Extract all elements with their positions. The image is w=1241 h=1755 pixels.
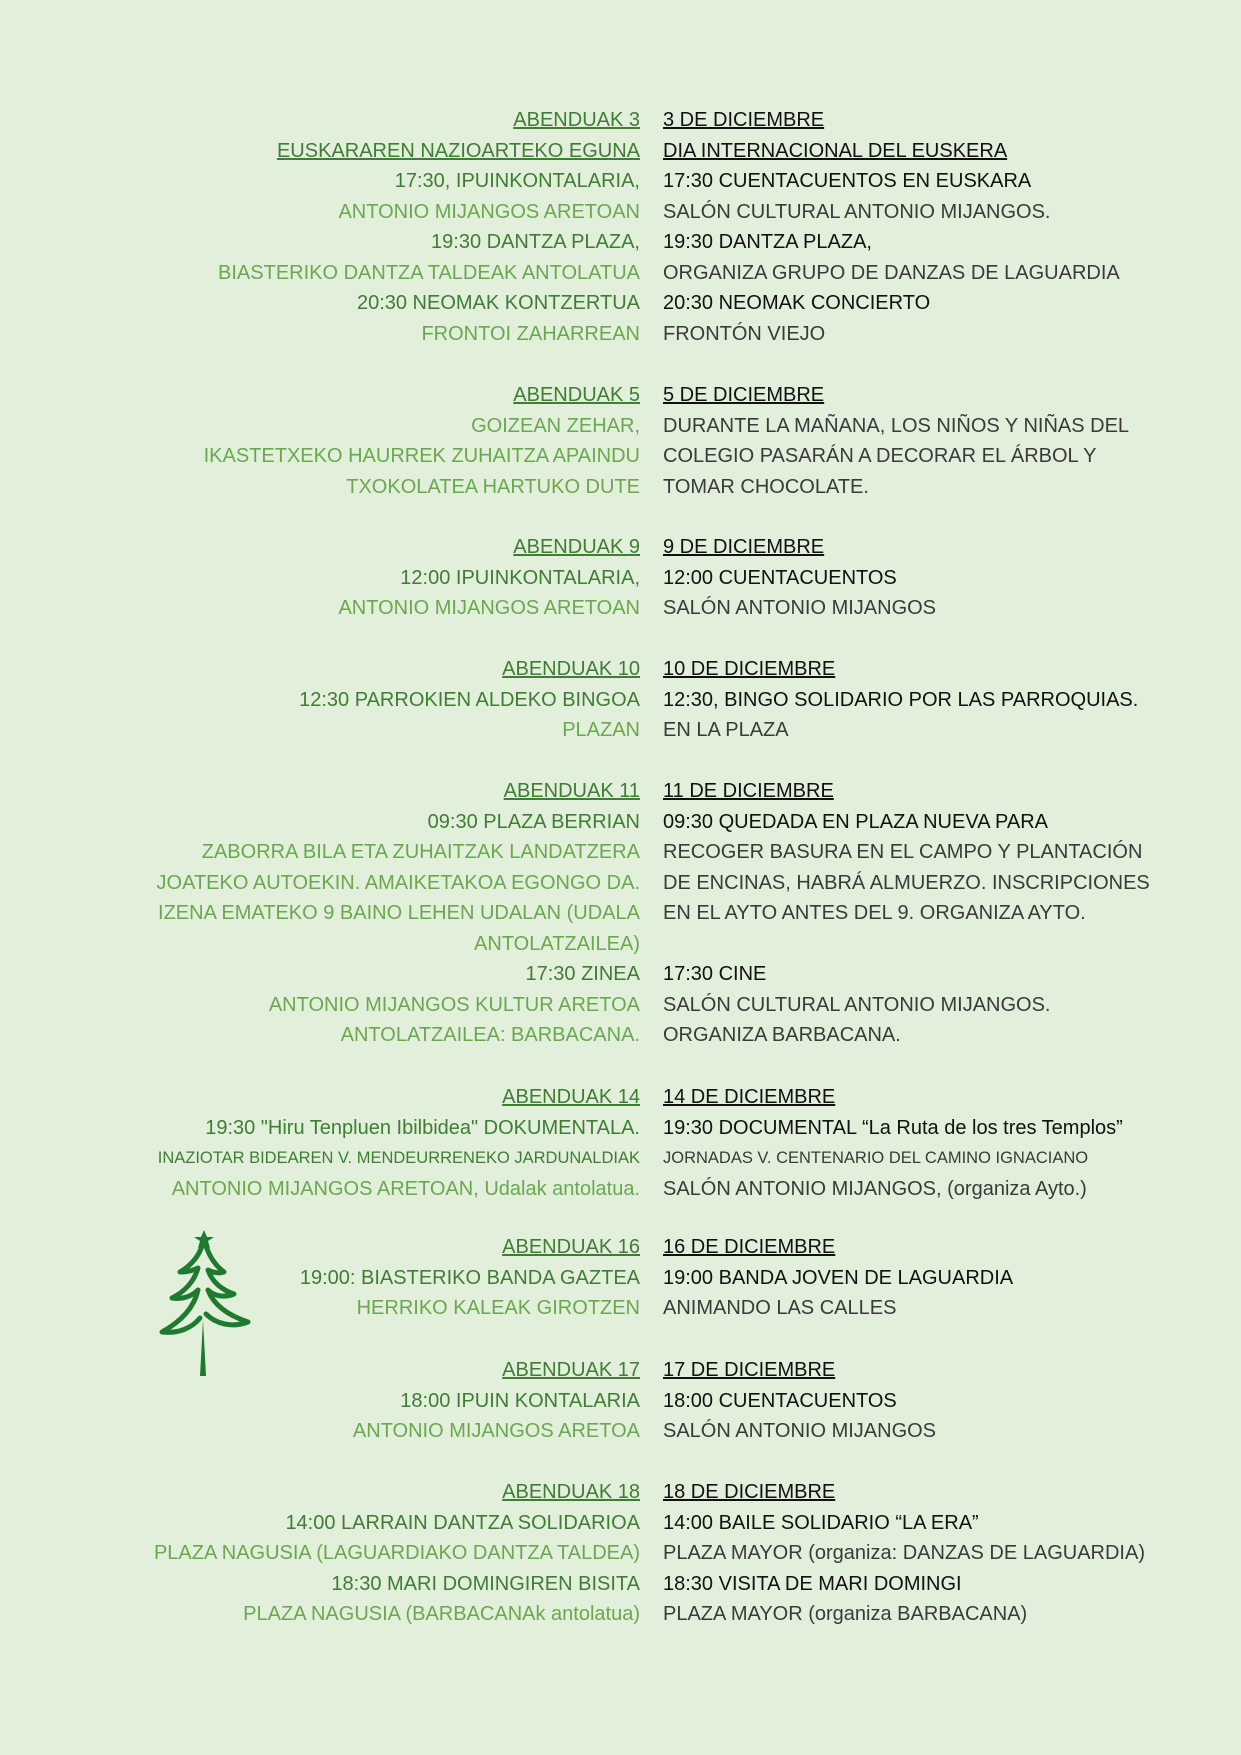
spanish-event-text: TOMAR CHOCOLATE. (663, 475, 869, 498)
event-row (0, 227, 1241, 258)
spanish-date-heading: 17 DE DICIEMBRE (663, 1359, 836, 1381)
event-row (0, 1143, 1241, 1174)
basque-event-text: ANTOLATZAILEA) (474, 932, 640, 955)
spanish-date-heading: 9 DE DICIEMBRE (663, 536, 825, 558)
basque-event-text: 19:30 "Hiru Tenpluen Ibilbidea" DOKUMENTALA. (205, 1116, 640, 1139)
spanish-event-text: PLAZA MAYOR (organiza: DANZAS DE LAGUARDIA) (663, 1542, 1145, 1564)
basque-event-text: IZENA EMATEKO 9 BAINO LEHEN UDALAN (UDALA (158, 902, 640, 924)
spanish-event-text: PLAZA MAYOR (organiza BARBACANA) (663, 1603, 1028, 1625)
spanish-date-heading: 11 DE DICIEMBRE (663, 780, 834, 802)
basque-event-text: ANTONIO MIJANGOS ARETOAN, Udalak antolatua. (171, 1177, 640, 1200)
event-row (0, 532, 1241, 563)
basque-event-text: PLAZA NAGUSIA (LAGUARDIAKO DANTZA TALDEA) (153, 1542, 640, 1564)
spanish-date-heading: 16 DE DICIEMBRE (663, 1236, 836, 1258)
basque-event-text: JOATEKO AUTOEKIN. AMAIKETAKOA EGONGO DA. (156, 871, 640, 894)
spanish-event-text: 17:30 CINE (663, 963, 767, 985)
basque-event-text: 18:00 IPUIN KONTALARIA (400, 1389, 640, 1412)
spanish-event-text: ANIMANDO LAS CALLES (663, 1297, 897, 1319)
event-row (0, 715, 1241, 746)
basque-event-text: INAZIOTAR BIDEAREN V. MENDEURRENEKO JARDUNALDIAK (157, 1149, 640, 1167)
spanish-event-text: 18:30 VISITA DE MARI DOMINGI (663, 1572, 962, 1595)
basque-event-text: ANTONIO MIJANGOS ARETOA (352, 1420, 640, 1442)
spanish-date-heading: DIA INTERNACIONAL DEL EUSKERA (663, 139, 1008, 162)
basque-date-heading: ABENDUAK 3 (513, 109, 640, 131)
event-row (0, 837, 1241, 868)
basque-date-heading: ABENDUAK 14 (502, 1086, 640, 1108)
event-row (0, 105, 1241, 136)
spanish-event-text: SALÓN ANTONIO MIJANGOS (663, 1420, 937, 1442)
basque-date-heading: ABENDUAK 17 (502, 1359, 640, 1381)
event-row (0, 472, 1241, 503)
spanish-date-heading: 10 DE DICIEMBRE (663, 658, 836, 680)
event-row (0, 807, 1241, 838)
event-row (0, 1082, 1241, 1113)
basque-event-text: HERRIKO KALEAK GIROTZEN (356, 1297, 640, 1319)
basque-event-text: IKASTETXEKO HAURREK ZUHAITZA APAINDU (203, 445, 640, 467)
event-row (0, 563, 1241, 594)
spanish-event-text: SALÓN CULTURAL ANTONIO MIJANGOS. (663, 200, 1051, 223)
event-row (0, 197, 1241, 228)
spanish-event-text: 18:00 CUENTACUENTOS (663, 1389, 897, 1412)
spanish-date-heading: 3 DE DICIEMBRE (663, 109, 825, 131)
basque-event-text: 20:30 NEOMAK KONTZERTUA (356, 292, 640, 314)
spanish-event-text: SALÓN ANTONIO MIJANGOS (663, 597, 937, 619)
event-row (0, 1020, 1241, 1051)
event-row (0, 319, 1241, 350)
event-row (0, 776, 1241, 807)
basque-event-text: 19:00: BIASTERIKO BANDA GAZTEA (299, 1266, 640, 1289)
event-row (0, 1538, 1241, 1569)
basque-event-text: 12:00 IPUINKONTALARIA, (400, 566, 640, 589)
event-row (0, 1416, 1241, 1447)
spanish-event-text: 09:30 QUEDADA EN PLAZA NUEVA PARA (663, 810, 1048, 833)
event-row (0, 258, 1241, 289)
event-block (0, 1082, 1241, 1204)
spanish-event-text: SALÓN ANTONIO MIJANGOS, (organiza Ayto.) (663, 1177, 1087, 1200)
basque-date-heading: ABENDUAK 9 (513, 536, 640, 558)
basque-event-text: 17:30, IPUINKONTALARIA, (394, 170, 640, 192)
basque-event-text: ANTONIO MIJANGOS ARETOAN (338, 200, 640, 223)
basque-event-text: GOIZEAN ZEHAR, (471, 414, 640, 437)
event-row (0, 868, 1241, 899)
basque-event-text: 12:30 PARROKIEN ALDEKO BINGOA (299, 688, 640, 711)
basque-date-heading: ABENDUAK 5 (513, 384, 640, 406)
basque-date-heading: ABENDUAK 11 (503, 780, 640, 802)
event-row (0, 654, 1241, 685)
event-row (0, 411, 1241, 442)
event-row (0, 1599, 1241, 1630)
event-block (0, 776, 1241, 1051)
event-row (0, 929, 1241, 960)
event-block (0, 105, 1241, 349)
basque-event-text: ZABORRA BILA ETA ZUHAITZAK LANDATZERA (201, 841, 640, 863)
basque-event-text: PLAZA NAGUSIA (BARBACANAk antolatua) (243, 1603, 640, 1625)
spanish-event-text: EN LA PLAZA (663, 719, 789, 741)
spanish-date-heading: 14 DE DICIEMBRE (663, 1086, 836, 1108)
basque-event-text: FRONTOI ZAHARREAN (421, 322, 640, 345)
spanish-date-heading: 5 DE DICIEMBRE (663, 384, 825, 406)
event-row (0, 1508, 1241, 1539)
basque-event-text: 14:00 LARRAIN DANTZA SOLIDARIOA (285, 1511, 640, 1534)
spanish-event-text: 17:30 CUENTACUENTOS EN EUSKARA (663, 170, 1032, 192)
basque-event-text: BIASTERIKO DANTZA TALDEAK ANTOLATUA (218, 261, 640, 284)
spanish-event-text: DE ENCINAS, HABRÁ ALMUERZO. INSCRIPCIONES (663, 871, 1150, 894)
spanish-event-text: 14:00 BAILE SOLIDARIO “LA ERA” (663, 1511, 979, 1534)
spanish-event-text: 19:00 BANDA JOVEN DE LAGUARDIA (663, 1266, 1014, 1289)
basque-date-heading: ABENDUAK 10 (502, 658, 640, 680)
spanish-event-text: 12:00 CUENTACUENTOS (663, 566, 897, 589)
event-row (0, 136, 1241, 167)
event-row (0, 990, 1241, 1021)
spanish-event-text: DURANTE LA MAÑANA, LOS NIÑOS Y NIÑAS DEL (663, 414, 1130, 437)
basque-event-text: ANTONIO MIJANGOS KULTUR ARETOA (268, 993, 640, 1016)
basque-event-text: ANTONIO MIJANGOS ARETOAN (338, 597, 640, 619)
basque-event-text: PLAZAN (562, 719, 640, 741)
spanish-event-text: FRONTÓN VIEJO (663, 322, 826, 345)
spanish-event-text: 19:30 DANTZA PLAZA, (663, 231, 872, 253)
christmas-tree-icon (150, 1228, 260, 1378)
basque-event-text: 18:30 MARI DOMINGIREN BISITA (331, 1572, 640, 1595)
basque-date-heading: ABENDUAK 16 (502, 1236, 640, 1258)
basque-event-text: 19:30 DANTZA PLAZA, (431, 231, 640, 253)
basque-event-text: TXOKOLATEA HARTUKO DUTE (346, 475, 640, 498)
event-row (0, 1386, 1241, 1417)
event-block (0, 532, 1241, 624)
event-row (0, 1569, 1241, 1600)
event-block (0, 1477, 1241, 1630)
event-row (0, 288, 1241, 319)
basque-event-text: 09:30 PLAZA BERRIAN (427, 810, 640, 833)
spanish-event-text: ORGANIZA GRUPO DE DANZAS DE LAGUARDIA (663, 261, 1120, 284)
event-row (0, 380, 1241, 411)
spanish-event-text: 20:30 NEOMAK CONCIERTO (663, 292, 931, 314)
event-row (0, 1113, 1241, 1144)
spanish-event-text: COLEGIO PASARÁN A DECORAR EL ÁRBOL Y (663, 445, 1097, 467)
spanish-event-text: RECOGER BASURA EN EL CAMPO Y PLANTACIÓN (663, 841, 1143, 863)
spanish-event-text: SALÓN CULTURAL ANTONIO MIJANGOS. (663, 993, 1051, 1016)
spanish-event-text: ORGANIZA BARBACANA. (663, 1024, 901, 1046)
event-block (0, 654, 1241, 746)
spanish-event-text: 12:30, BINGO SOLIDARIO POR LAS PARROQUIAS. (663, 688, 1139, 711)
basque-date-heading: ABENDUAK 18 (502, 1481, 640, 1503)
spanish-event-text: EN EL AYTO ANTES DEL 9. ORGANIZA AYTO. (663, 902, 1086, 924)
event-row (0, 959, 1241, 990)
spanish-event-text: JORNADAS V. CENTENARIO DEL CAMINO IGNACIANO (663, 1149, 1089, 1167)
spanish-event-text: 19:30 DOCUMENTAL “La Ruta de los tres Templos” (663, 1116, 1123, 1139)
basque-event-text: ANTOLATZAILEA: BARBACANA. (340, 1024, 640, 1046)
event-row (0, 1174, 1241, 1205)
event-row (0, 1477, 1241, 1508)
event-block (0, 380, 1241, 502)
basque-date-heading: EUSKARAREN NAZIOARTEKO EGUNA (276, 139, 640, 162)
basque-event-text: 17:30 ZINEA (525, 963, 640, 985)
event-row (0, 441, 1241, 472)
event-row (0, 898, 1241, 929)
event-row (0, 166, 1241, 197)
event-row (0, 593, 1241, 624)
event-row (0, 685, 1241, 716)
spanish-date-heading: 18 DE DICIEMBRE (663, 1481, 836, 1503)
